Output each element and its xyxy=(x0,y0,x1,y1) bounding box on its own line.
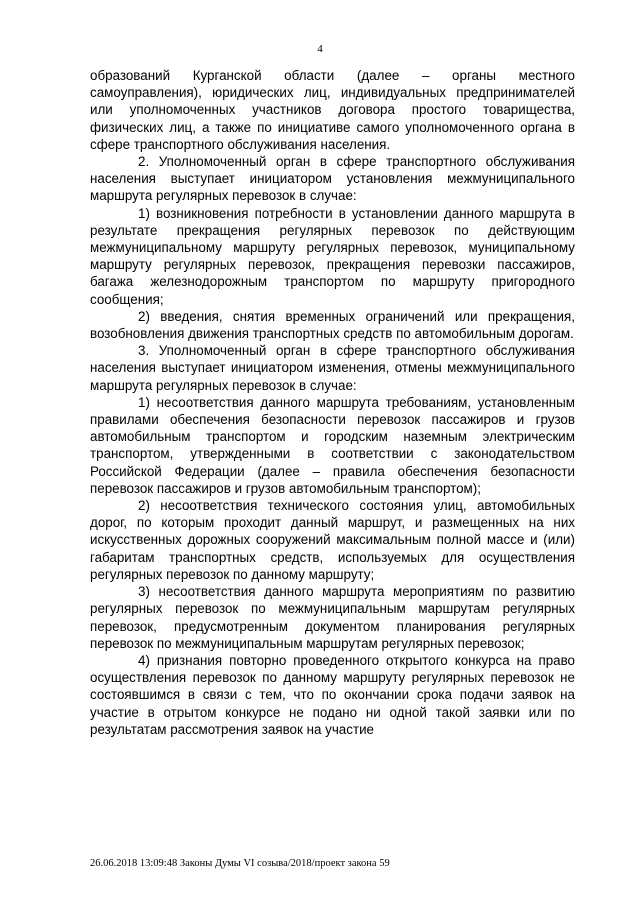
paragraph-2: 2. Уполномоченный орган в сфере транспортного обслуживания населения выступает инициатором установления межмуниципального маршрута регулярных перевозок в случае: xyxy=(90,154,575,204)
paragraph-5: 3. Уполномоченный орган в сфере транспортного обслуживания населения выступает инициатором изменения, отмены межмуниципального маршрута регулярных перевозок в случае: xyxy=(90,343,575,393)
paragraph-1: образований Курганской области (далее – органы местного самоуправления), юридических лиц, индивидуальных предпринимателей или уполномоченных участников договора простого товарищества, физических лиц, а также по инициативе самого уполномоченного органа в сфере транспортного обслуживания населения. xyxy=(90,68,575,152)
paragraph-8: 3) несоответствия данного маршрута мероприятиям по развитию регулярных перевозок по межмуниципальным маршрутам регулярных перевозок, предусмотренным документом планирования регулярных перевозок по межмуниципальным маршрутам регулярных перевозок; xyxy=(90,584,575,651)
body-text xyxy=(90,67,575,738)
paragraph-3: 1) возникновения потребности в установлении данного маршрута в результате прекращения регулярных перевозок по действующим межмуниципальному маршруту регулярных перевозок, муниципальному маршруту регулярных перевозок, прекращения перевозки пассажиров, багажа железнодорожным транспортом по маршруту пригородного сообщения; xyxy=(90,205,575,307)
paragraph-9: 4) признания повторно проведенного открытого конкурса на право осуществления перевозок по данному маршруту регулярных перевозок не состоявшимся в связи с тем, что по окончании срока подачи заявок на участие в отрытом конкурсе не подано ни одной такой заявки или по результатам рассмотрения заявок на участие xyxy=(90,652,575,737)
page-number: 4 xyxy=(317,43,323,55)
paragraph-7: 2) несоответствия технического состояния улиц, автомобильных дорог, по которым проходит данный маршрут, и размещенных на них искусственных дорожных сооружений максимальным полной массе и (или) габаритам транспортных средств, используемых для осуществления регулярных перевозок по данному маршруту; xyxy=(90,498,575,582)
footer-stamp: 26.06.2018 13:09:48 Законы Думы VI созыва/2018/проект закона 59 xyxy=(90,858,390,869)
paragraph-4: 2) введения, снятия временных ограничений или прекращения, возобновления движения транспортных средств по автомобильным дорогам. xyxy=(90,308,575,342)
paragraph-6: 1) несоответствия данного маршрута требованиям, установленным правилами обеспечения безопасности перевозок пассажиров и грузов автомобильным транспортом и городским наземным электрическим транспортом, утвержденными в соответствии с законодательством Российской Федерации (далее – правила обеспечения безопасности перевозок пассажиров и грузов автомобильным транспортом); xyxy=(90,394,575,496)
